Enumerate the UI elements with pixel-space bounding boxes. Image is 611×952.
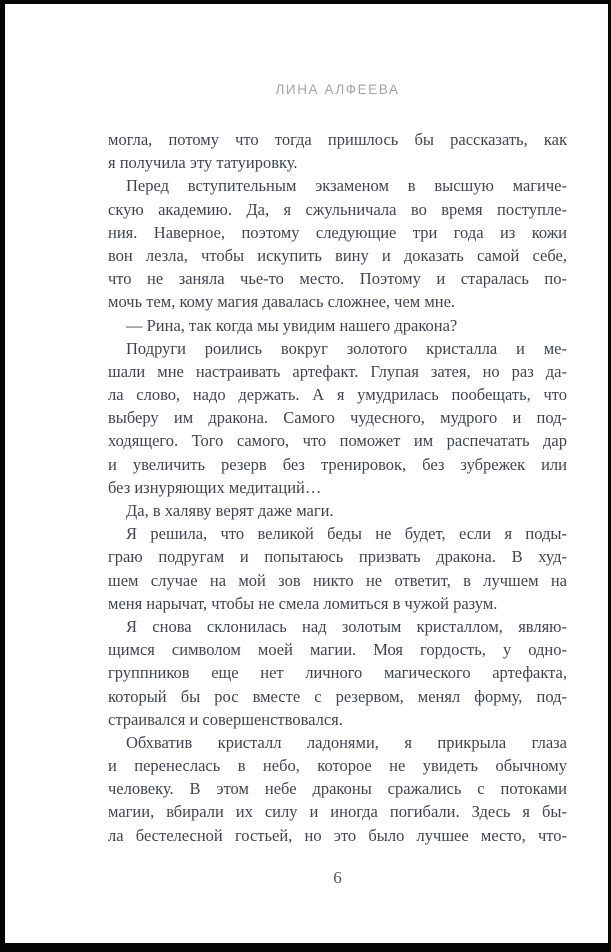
text-line: Да, в халяву верят даже маги.	[126, 501, 334, 520]
text-line: могла, потому что тогда пришлось бы рассказать, как	[108, 130, 567, 149]
text-line: меня нарычат, чтобы не смела ломиться в чужой разум.	[108, 593, 498, 613]
text-line: шем случае на мой зов никто не ответит, в лучшем на	[108, 570, 567, 590]
running-header-author: ЛИНА АЛФЕЕВА	[275, 82, 400, 97]
text-line: выберу им дракона. Самого чудесного, мудрого и под-	[108, 408, 567, 428]
text-line: что не заняла чье-то место. Поэтому и старалась по-	[108, 269, 567, 289]
book-page	[5, 4, 608, 943]
text-line: щимся символом моей магии. Моя гордость, у одно-	[108, 640, 567, 660]
body-text	[108, 128, 567, 847]
text-line: ла слово, надо держать. А я умудрилась пообещать, что	[108, 385, 567, 405]
text-line: ния. Наверное, поэтому следующие три года из кожи	[108, 222, 567, 242]
text-line: вон лезла, чтобы искупить вину и доказать самой себе,	[108, 245, 567, 265]
text-line: без изнуряющих медитаций…	[108, 477, 322, 497]
text-line: магии, вбирали их силу и иногда погибали. Здесь я бы-	[108, 802, 567, 822]
text-line: граю подругам и попытаюсь призвать дракона. В худ-	[108, 547, 567, 567]
text-line: шали мне настраивать артефакт. Глупая затея, но раз да-	[108, 361, 567, 381]
text-line: мочь тем, кому магия давалась сложнее, чем мне.	[108, 292, 456, 312]
text-line: ла бестелесной гостьей, но это было лучшее место, что-	[108, 825, 567, 845]
text-line: группников еще нет личного магического артефакта,	[108, 663, 567, 683]
text-line: и перенеслась в небо, которое не увидеть обычному	[108, 756, 567, 776]
text-line: и увеличить резерв без тренировок, без зубрежек или	[108, 454, 567, 474]
text-line: Перед вступительным экзаменом в высшую магиче-	[126, 176, 567, 196]
text-line: я получила эту татуировку.	[108, 153, 298, 173]
page-number: 6	[333, 868, 342, 887]
text-line: страивался и совершенствовался.	[108, 709, 343, 729]
text-line: Подруги роились вокруг золотого кристалла и ме-	[126, 338, 567, 358]
text-line: скую академию. Да, я сжульничала во время поступле-	[108, 199, 567, 219]
text-line: ходящего. Того самого, что поможет им распечатать дар	[108, 431, 567, 451]
text-line: человеку. В этом небе драконы сражались с потоками	[108, 779, 567, 799]
text-line: Я решила, что великой беды не будет, если я поды-	[126, 524, 567, 544]
text-line: который бы рос вместе с резервом, менял форму, под-	[108, 686, 567, 706]
text-line: — Рина, так когда мы увидим нашего дракона?	[126, 315, 458, 335]
text-line: Обхватив кристалл ладонями, я прикрыла глаза	[126, 732, 567, 752]
text-line: Я снова склонилась над золотым кристаллом, являю-	[126, 616, 567, 636]
